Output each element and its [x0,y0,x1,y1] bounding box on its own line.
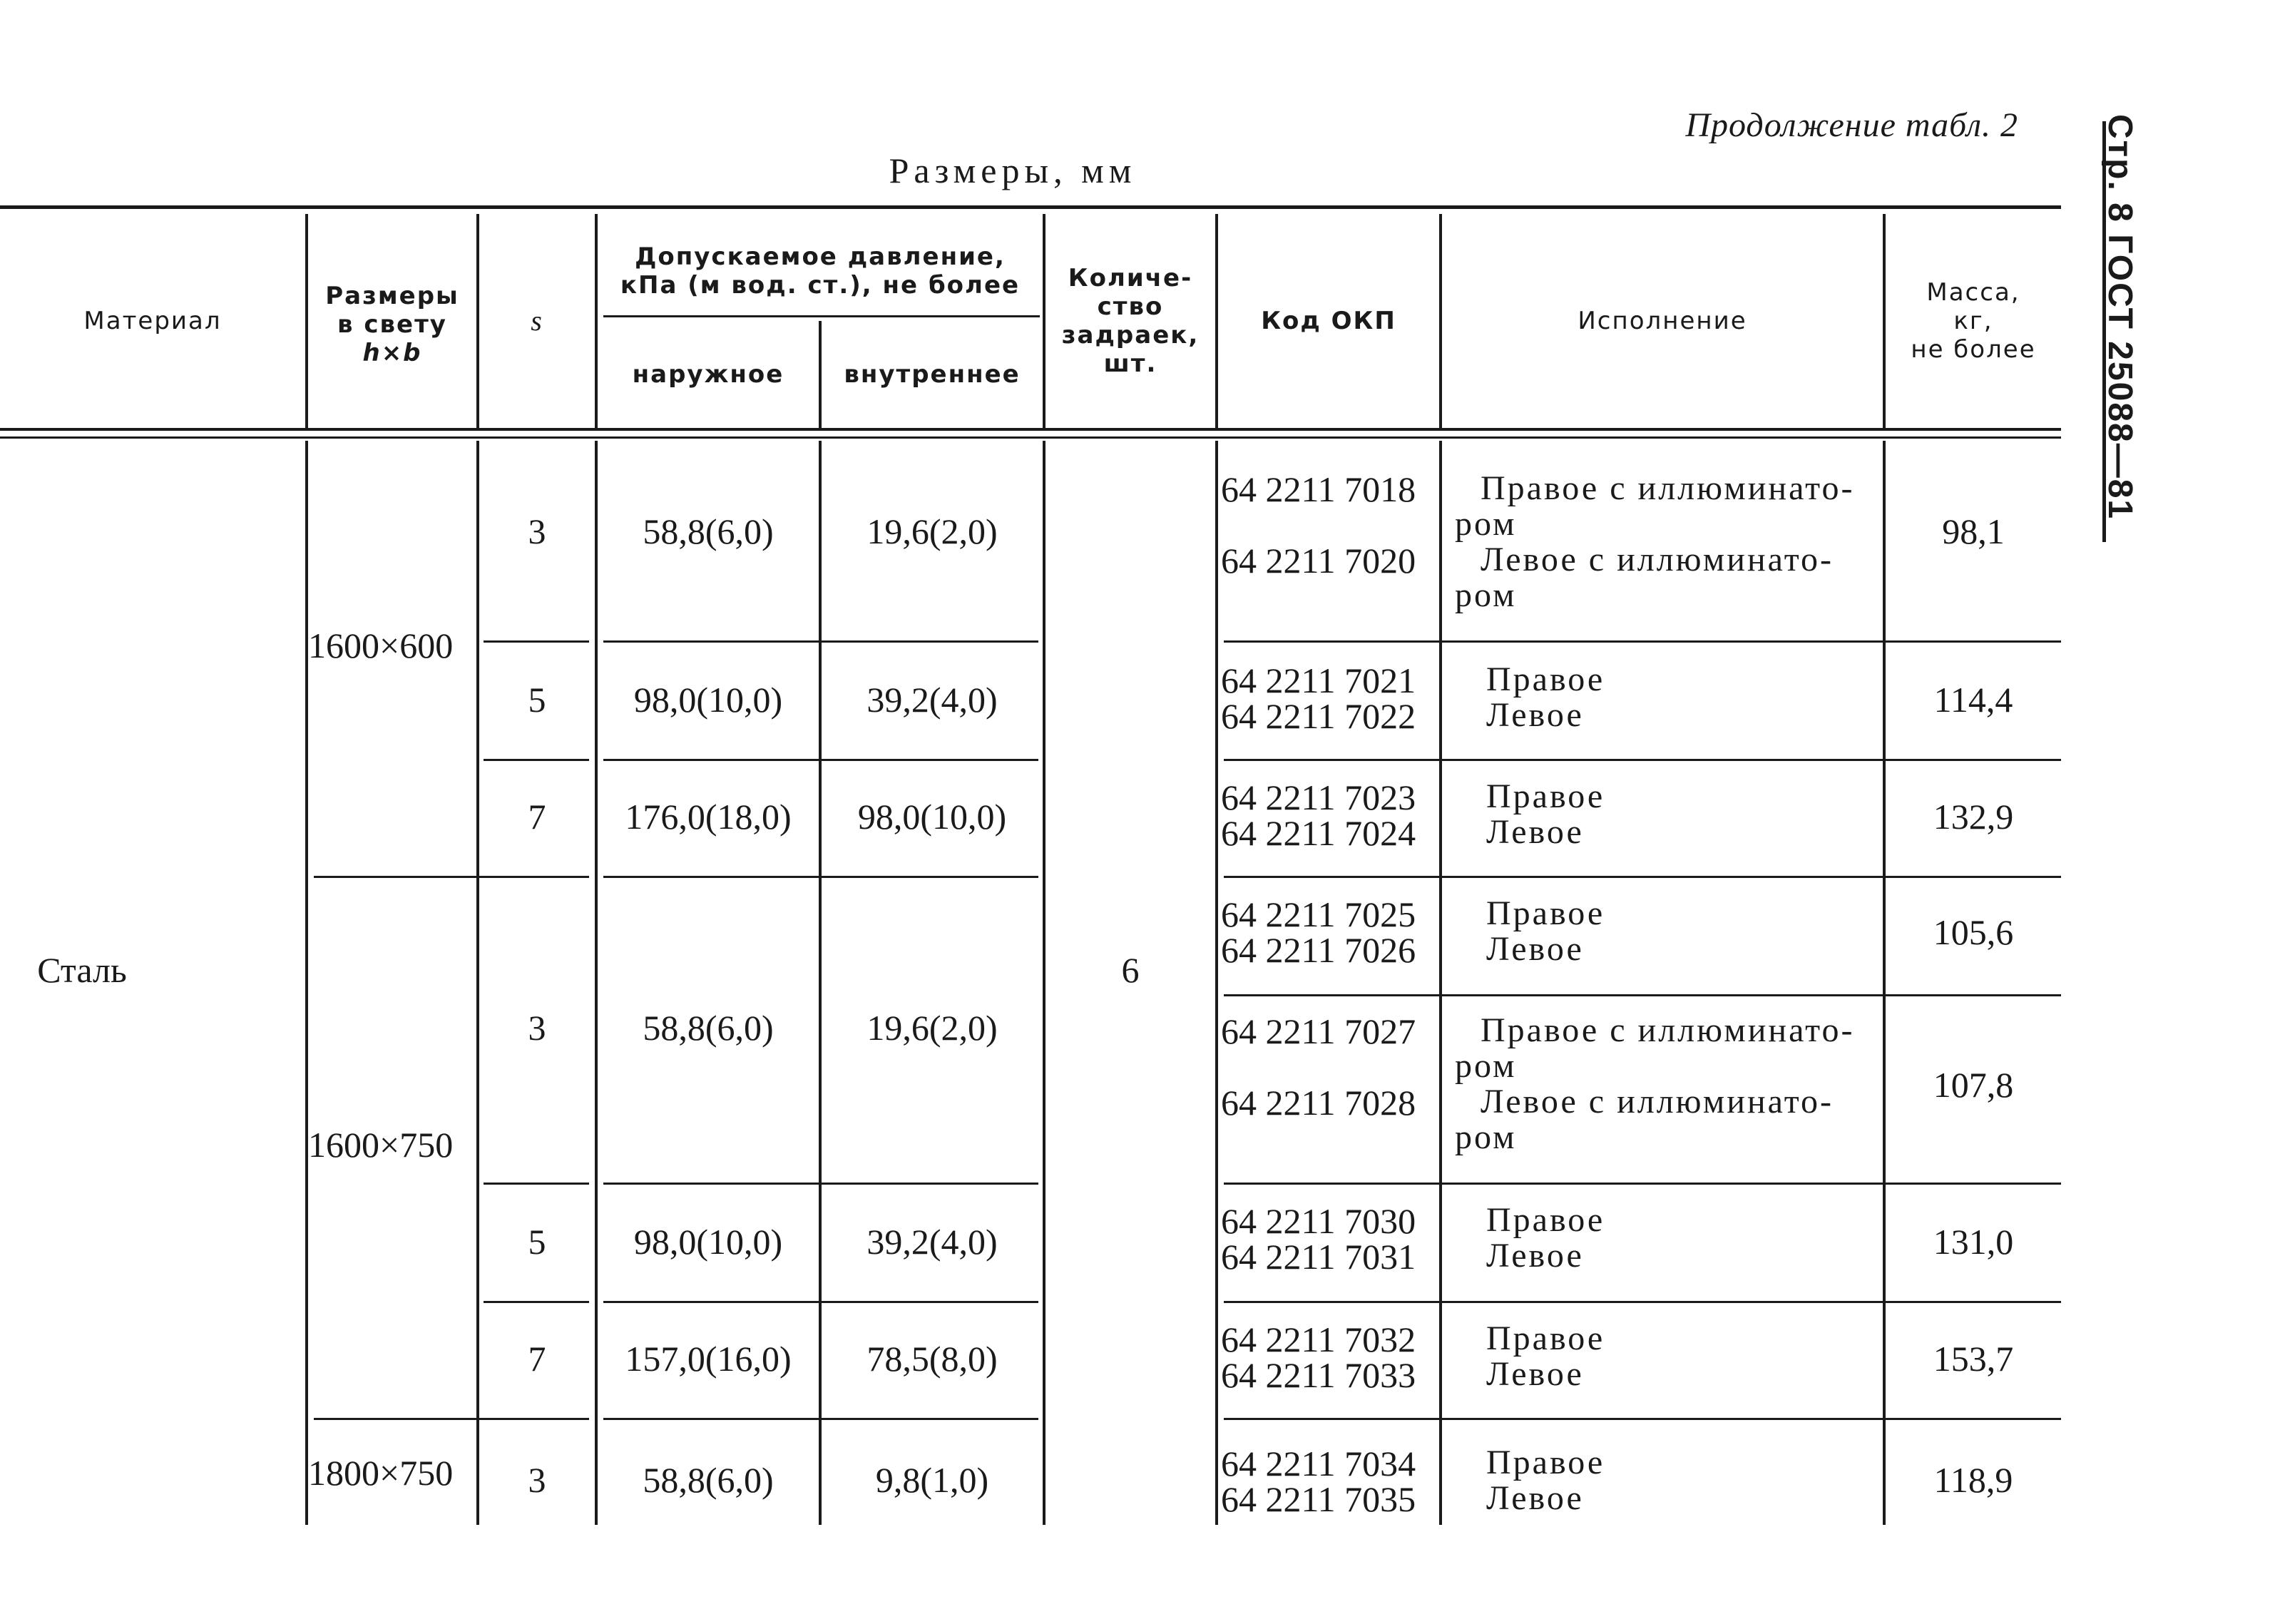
okp-code: 64 2211 7028 [1221,1083,1416,1123]
outer-cell: 98,0(10,0) [633,1222,783,1262]
row-rule [484,759,589,761]
okp-code: 64 2211 7033 [1221,1355,1416,1395]
row-rule [484,1301,589,1303]
header-material: Материал [83,307,222,335]
header-inner: внутреннее [844,360,1021,389]
execution-cell: Правое Левое [1486,894,1605,968]
units-title: Размеры, мм [889,150,1137,190]
outer-cell: 176,0(18,0) [625,797,792,837]
okp-code: 64 2211 7034 [1221,1444,1416,1483]
outer-cell: 58,8(6,0) [643,1008,774,1048]
okp-code: 64 2211 7025 [1221,894,1416,934]
execution-cell: Правое с иллюминато- ром Левое с иллюминато- ром [1455,1011,1855,1156]
header-s: s [531,305,543,337]
count-cell: 6 [1121,950,1140,990]
header-okp: Код ОКП [1261,307,1396,335]
execution-cell: Правое Левое [1486,1444,1605,1517]
outer-cell: 58,8(6,0) [643,1460,774,1500]
execution-cell: Правое Левое [1486,660,1605,734]
inner-cell: 98,0(10,0) [857,797,1007,837]
row-rule [1224,1183,2061,1185]
mass-cell: 131,0 [1933,1222,2014,1262]
inner-cell: 9,8(1,0) [875,1460,989,1500]
header-mass: Масса, кг, не более [1911,278,2036,364]
row-rule [1224,1418,2061,1420]
row-rule [1224,876,2061,878]
okp-code: 64 2211 7035 [1221,1479,1416,1519]
header-execution: Исполнение [1578,307,1747,335]
s-cell: 5 [528,680,546,720]
mass-cell: 98,1 [1942,511,2005,551]
side-label-text: Стр. 8 ГОСТ 25088—81 [2101,114,2139,521]
row-rule [314,1418,589,1420]
row-rule [1224,640,2061,643]
okp-code: 64 2211 7030 [1221,1201,1416,1241]
outer-cell: 58,8(6,0) [643,511,774,551]
header-pressure: Допускаемое давление, кПа (м вод. ст.), не более [620,242,1021,300]
okp-code: 64 2211 7020 [1221,541,1416,581]
row-rule [603,876,1038,878]
s-cell: 5 [528,1222,546,1262]
okp-code: 64 2211 7021 [1221,660,1416,700]
s-cell: 7 [528,797,546,837]
row-rule [1224,1301,2061,1303]
row-rule [1224,994,2061,996]
table-caption: Продолжение табл. 2 [1685,106,2018,144]
row-rule [314,876,589,878]
inner-cell: 19,6(2,0) [866,1008,998,1048]
mass-cell: 153,7 [1933,1339,2014,1379]
size-cell: 1600×750 [308,1125,454,1165]
execution-cell: Правое с иллюминато- ром Левое с иллюминато- ром [1455,469,1855,614]
s-cell: 7 [528,1339,546,1379]
side-label [2101,114,2161,542]
body-vline [305,441,308,1525]
outer-cell: 157,0(16,0) [625,1339,792,1379]
row-rule [484,640,589,643]
mass-cell: 114,4 [1933,680,2013,720]
okp-code: 64 2211 7018 [1221,469,1416,509]
header-bottom-rule-2 [0,436,2061,439]
row-rule [1224,759,2061,761]
mass-cell: 118,9 [1933,1460,2013,1500]
inner-cell: 19,6(2,0) [866,511,998,551]
okp-code: 64 2211 7022 [1221,696,1416,736]
inner-cell: 78,5(8,0) [866,1339,998,1379]
row-rule [603,1418,1038,1420]
row-rule [603,1301,1038,1303]
body-vline [1439,441,1442,1525]
s-cell: 3 [528,1008,546,1048]
row-rule [484,1183,589,1185]
okp-code: 64 2211 7023 [1221,777,1416,817]
header-pressure-rule [603,315,1040,317]
okp-code: 64 2211 7027 [1221,1011,1416,1051]
okp-code: 64 2211 7026 [1221,930,1416,970]
inner-cell: 39,2(4,0) [866,680,998,720]
inner-cell: 39,2(4,0) [866,1222,998,1262]
mass-cell: 107,8 [1933,1065,2014,1105]
header-outer: наружное [632,360,784,389]
execution-cell: Правое Левое [1486,777,1605,851]
s-cell: 3 [528,1460,546,1500]
size-cell: 1600×600 [308,625,454,665]
mass-cell: 105,6 [1933,912,2014,952]
okp-code: 64 2211 7024 [1221,813,1416,853]
row-rule [603,1183,1038,1185]
table-top-rule [0,205,2061,209]
row-rule [603,759,1038,761]
material-cell: Сталь [37,950,127,990]
execution-cell: Правое Левое [1486,1319,1605,1393]
okp-code: 64 2211 7032 [1221,1319,1416,1359]
header-size: Размеры в свету h×b [325,282,459,367]
execution-cell: Правое Левое [1486,1201,1605,1275]
header-bottom-rule [0,428,2061,431]
size-cell: 1800×750 [308,1453,454,1493]
outer-cell: 98,0(10,0) [633,680,783,720]
okp-code: 64 2211 7031 [1221,1237,1416,1277]
mass-cell: 132,9 [1933,797,2014,837]
body-vline [1215,441,1218,1525]
s-cell: 3 [528,511,546,551]
row-rule [603,640,1038,643]
header-count: Количе- ство задраек, шт. [1061,264,1200,378]
